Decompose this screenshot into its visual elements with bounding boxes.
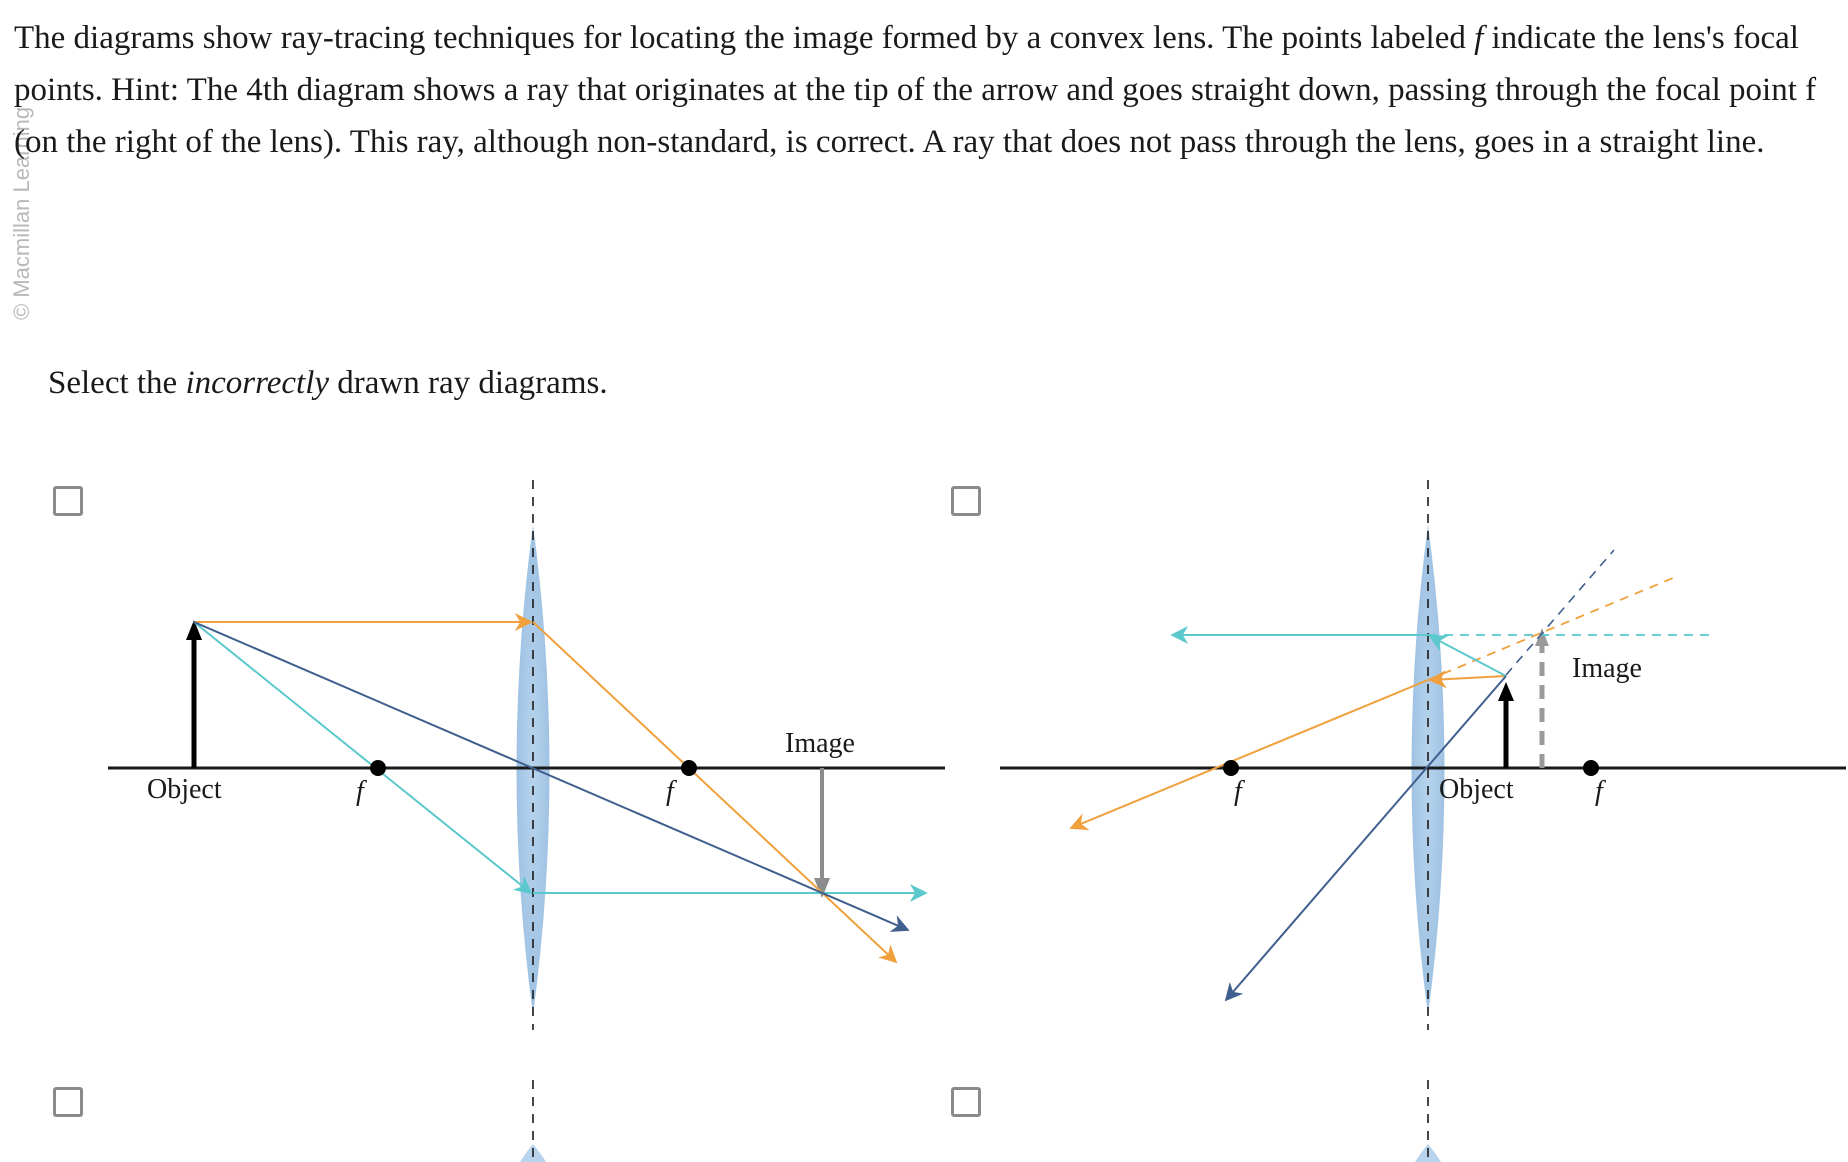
ray-diagram-3 — [100, 1080, 960, 1162]
prompt-text-1: Select the — [48, 365, 186, 401]
focal-point-left — [1223, 760, 1239, 776]
blue-ray — [1226, 676, 1506, 1000]
watermark — [0, 20, 34, 320]
prompt-emphasis: incorrectly — [185, 365, 330, 401]
focal-label-left: f — [1234, 776, 1242, 807]
focal-label-right: f — [1595, 776, 1603, 807]
intro-f-symbol: f — [1474, 20, 1484, 56]
focal-point-right — [1583, 760, 1599, 776]
focal-point-left — [370, 760, 386, 776]
teal-ray-1 — [194, 622, 531, 893]
option-1-checkbox[interactable] — [53, 486, 83, 516]
question-intro — [14, 12, 1844, 168]
ray-diagram-2 — [998, 470, 1848, 1040]
object-label: Object — [1439, 774, 1514, 805]
ray-diagram-1 — [100, 470, 960, 1040]
ray-diagram-4 — [998, 1080, 1848, 1162]
image-label: Image — [1572, 653, 1642, 684]
prompt-text-2: drawn ray diagrams. — [329, 365, 608, 401]
option-3-checkbox[interactable] — [53, 1087, 83, 1117]
focal-point-right — [681, 760, 697, 776]
image-label: Image — [785, 728, 855, 759]
intro-text-1: The diagrams show ray-tracing techniques for locating the image formed by a convex lens. The points labeled — [14, 20, 1475, 56]
orange-ray-2 — [1071, 680, 1428, 828]
object-arrowhead — [1498, 682, 1514, 701]
watermark-text: © Macmillan Learning — [9, 106, 34, 320]
object-label: Object — [147, 774, 222, 805]
blue-ray — [194, 622, 908, 930]
intro-text-2: indicate the lens's focal points. Hint: The 4th diagram shows a ray that originates at the tip of the arrow and goes straight down, passing through the focal point f (on the right of the lens). This ray, although non-standard, is correct. A ray that does not pass through the lens, goes in a straight line. — [14, 20, 1817, 160]
focal-label-right: f — [666, 776, 674, 807]
question-prompt — [48, 362, 608, 404]
focal-label-left: f — [356, 776, 364, 807]
